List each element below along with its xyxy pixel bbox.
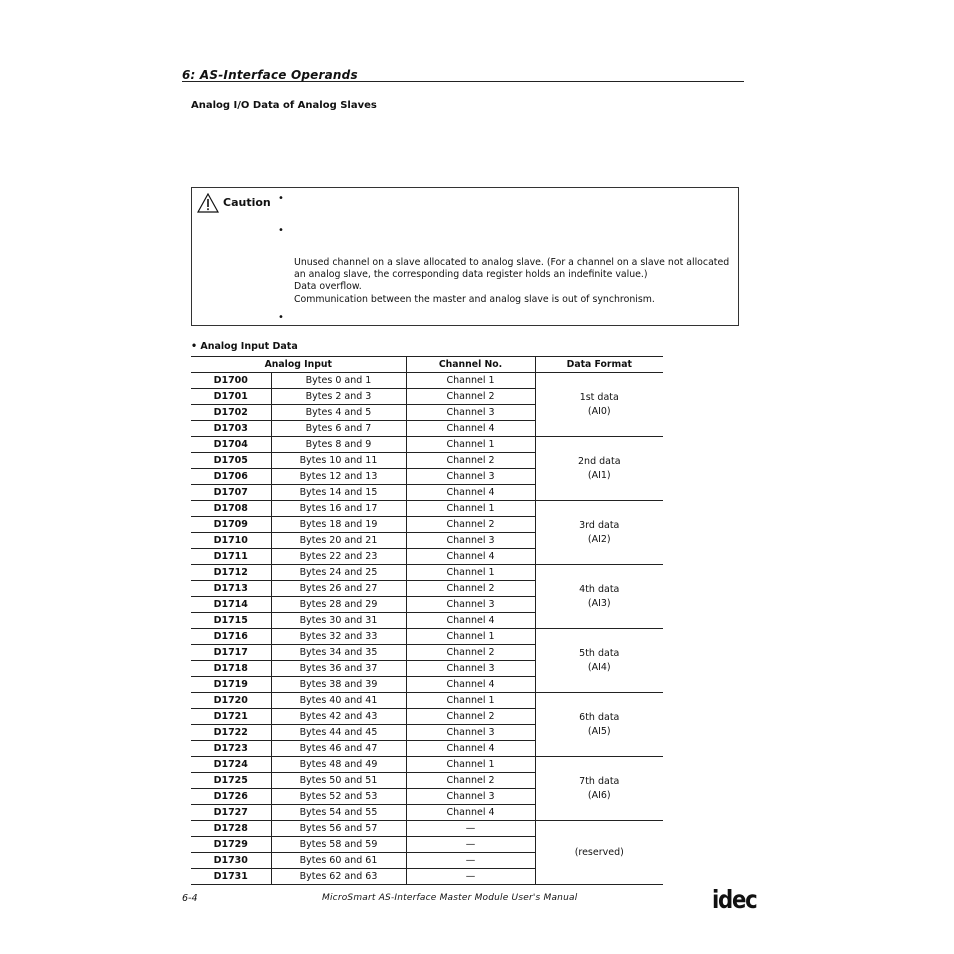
channel-cell: Channel 3 xyxy=(406,661,535,677)
table-row xyxy=(191,373,663,389)
register-cell: D1731 xyxy=(191,869,271,885)
page-number: 6-4 xyxy=(182,893,198,904)
bytes-cell: Bytes 20 and 21 xyxy=(271,533,406,549)
bytes-cell: Bytes 38 and 39 xyxy=(271,677,406,693)
register-cell: D1709 xyxy=(191,517,271,533)
data-format-cell xyxy=(535,693,663,757)
header-channel-no: Channel No. xyxy=(406,357,535,373)
data-format-label: (reserved) xyxy=(574,846,624,858)
register-cell: D1722 xyxy=(191,725,271,741)
register-cell: D1719 xyxy=(191,677,271,693)
bytes-cell: Bytes 46 and 47 xyxy=(271,741,406,757)
register-cell: D1716 xyxy=(191,629,271,645)
channel-cell: Channel 2 xyxy=(406,709,535,725)
register-cell: D1711 xyxy=(191,549,271,565)
data-format-cell xyxy=(535,821,663,885)
bytes-cell: Bytes 0 and 1 xyxy=(271,373,406,389)
register-cell: D1723 xyxy=(191,741,271,757)
register-cell: D1720 xyxy=(191,693,271,709)
data-format-cell xyxy=(535,373,663,437)
table-row xyxy=(191,565,663,581)
bytes-cell: Bytes 16 and 17 xyxy=(271,501,406,517)
data-format-code: (AI3) xyxy=(587,597,611,609)
register-cell: D1708 xyxy=(191,501,271,517)
bytes-cell: Bytes 50 and 51 xyxy=(271,773,406,789)
channel-cell: — xyxy=(406,837,535,853)
data-format-cell xyxy=(535,629,663,693)
register-cell: D1705 xyxy=(191,453,271,469)
warning-triangle-icon xyxy=(197,193,219,213)
channel-cell: Channel 3 xyxy=(406,469,535,485)
bytes-cell: Bytes 36 and 37 xyxy=(271,661,406,677)
register-cell: D1717 xyxy=(191,645,271,661)
bytes-cell: Bytes 2 and 3 xyxy=(271,389,406,405)
channel-cell: Channel 1 xyxy=(406,373,535,389)
data-format-label: 5th data xyxy=(579,647,620,659)
data-format-code: (AI4) xyxy=(587,661,611,673)
register-cell: D1700 xyxy=(191,373,271,389)
channel-cell: Channel 3 xyxy=(406,597,535,613)
data-format-code: (AI6) xyxy=(587,789,611,801)
register-cell: D1729 xyxy=(191,837,271,853)
register-cell: D1707 xyxy=(191,485,271,501)
channel-cell: Channel 2 xyxy=(406,517,535,533)
register-cell: D1718 xyxy=(191,661,271,677)
channel-cell: Channel 1 xyxy=(406,757,535,773)
table-row xyxy=(191,501,663,517)
channel-cell: Channel 4 xyxy=(406,421,535,437)
channel-cell: Channel 4 xyxy=(406,677,535,693)
register-cell: D1712 xyxy=(191,565,271,581)
caution-label: Caution xyxy=(223,196,271,209)
bytes-cell: Bytes 8 and 9 xyxy=(271,437,406,453)
caution-item: Unused channel on a slave allocated to analog slave. (For a channel on a slave not allocated an analog slave, the corresponding data register holds an indefinite value.) xyxy=(294,257,730,281)
register-cell: D1706 xyxy=(191,469,271,485)
bytes-cell: Bytes 14 and 15 xyxy=(271,485,406,501)
table-row xyxy=(191,437,663,453)
bytes-cell: Bytes 56 and 57 xyxy=(271,821,406,837)
section-title: Analog I/O Data of Analog Slaves xyxy=(191,100,377,111)
table-body xyxy=(191,373,663,885)
channel-cell: Channel 3 xyxy=(406,725,535,741)
data-format-label: 4th data xyxy=(579,583,620,595)
bytes-cell: Bytes 42 and 43 xyxy=(271,709,406,725)
caution-list xyxy=(294,257,734,306)
bytes-cell: Bytes 40 and 41 xyxy=(271,693,406,709)
data-format-cell xyxy=(535,437,663,501)
table-row xyxy=(191,693,663,709)
bytes-cell: Bytes 24 and 25 xyxy=(271,565,406,581)
bytes-cell: Bytes 44 and 45 xyxy=(271,725,406,741)
data-format-label: 3rd data xyxy=(579,519,620,531)
channel-cell: Channel 3 xyxy=(406,789,535,805)
register-cell: D1703 xyxy=(191,421,271,437)
bytes-cell: Bytes 26 and 27 xyxy=(271,581,406,597)
channel-cell: Channel 4 xyxy=(406,613,535,629)
bytes-cell: Bytes 32 and 33 xyxy=(271,629,406,645)
data-format-code: (AI5) xyxy=(587,725,611,737)
bytes-cell: Bytes 30 and 31 xyxy=(271,613,406,629)
channel-cell: Channel 2 xyxy=(406,645,535,661)
register-cell: D1715 xyxy=(191,613,271,629)
bytes-cell: Bytes 12 and 13 xyxy=(271,469,406,485)
bytes-cell: Bytes 48 and 49 xyxy=(271,757,406,773)
caution-bullet: • xyxy=(278,312,284,323)
channel-cell: Channel 3 xyxy=(406,405,535,421)
register-cell: D1721 xyxy=(191,709,271,725)
data-format-label: 1st data xyxy=(579,391,619,403)
bytes-cell: Bytes 18 and 19 xyxy=(271,517,406,533)
channel-cell: Channel 4 xyxy=(406,805,535,821)
channel-cell: Channel 2 xyxy=(406,453,535,469)
register-cell: D1704 xyxy=(191,437,271,453)
header-title: 6: AS-Interface Operands xyxy=(182,68,358,82)
register-cell: D1710 xyxy=(191,533,271,549)
caution-bullet: • xyxy=(278,225,284,236)
register-cell: D1724 xyxy=(191,757,271,773)
idec-logo: idec xyxy=(712,885,757,914)
caution-box xyxy=(191,187,739,326)
register-cell: D1730 xyxy=(191,853,271,869)
data-format-label: 2nd data xyxy=(578,455,621,467)
bytes-cell: Bytes 52 and 53 xyxy=(271,789,406,805)
bytes-cell: Bytes 22 and 23 xyxy=(271,549,406,565)
channel-cell: — xyxy=(406,821,535,837)
data-format-code: (AI2) xyxy=(587,533,611,545)
channel-cell: Channel 4 xyxy=(406,549,535,565)
channel-cell: Channel 2 xyxy=(406,389,535,405)
bytes-cell: Bytes 34 and 35 xyxy=(271,645,406,661)
channel-cell: Channel 3 xyxy=(406,533,535,549)
channel-cell: Channel 1 xyxy=(406,693,535,709)
header-analog-input: Analog Input xyxy=(191,357,406,373)
channel-cell: Channel 1 xyxy=(406,437,535,453)
data-format-cell xyxy=(535,565,663,629)
bytes-cell: Bytes 60 and 61 xyxy=(271,853,406,869)
register-cell: D1725 xyxy=(191,773,271,789)
channel-cell: Channel 1 xyxy=(406,501,535,517)
analog-input-subtitle: • Analog Input Data xyxy=(191,341,298,352)
data-format-code: (AI0) xyxy=(587,405,611,417)
bytes-cell: Bytes 28 and 29 xyxy=(271,597,406,613)
bytes-cell: Bytes 62 and 63 xyxy=(271,869,406,885)
caution-bullet: • xyxy=(278,193,284,204)
table-row xyxy=(191,757,663,773)
table-header-row xyxy=(191,357,663,373)
bytes-cell: Bytes 6 and 7 xyxy=(271,421,406,437)
data-format-cell xyxy=(535,501,663,565)
channel-cell: Channel 1 xyxy=(406,629,535,645)
channel-cell: — xyxy=(406,853,535,869)
register-cell: D1701 xyxy=(191,389,271,405)
channel-cell: — xyxy=(406,869,535,885)
bytes-cell: Bytes 4 and 5 xyxy=(271,405,406,421)
channel-cell: Channel 4 xyxy=(406,485,535,501)
channel-cell: Channel 2 xyxy=(406,773,535,789)
bytes-cell: Bytes 54 and 55 xyxy=(271,805,406,821)
analog-input-table xyxy=(191,356,663,885)
bytes-cell: Bytes 58 and 59 xyxy=(271,837,406,853)
data-format-label: 6th data xyxy=(579,711,620,723)
data-format-code: (AI1) xyxy=(587,469,611,481)
register-cell: D1714 xyxy=(191,597,271,613)
bytes-cell: Bytes 10 and 11 xyxy=(271,453,406,469)
register-cell: D1727 xyxy=(191,805,271,821)
page-header xyxy=(182,64,744,82)
table-row xyxy=(191,629,663,645)
channel-cell: Channel 1 xyxy=(406,565,535,581)
register-cell: D1728 xyxy=(191,821,271,837)
register-cell: D1726 xyxy=(191,789,271,805)
manual-title: MicroSmart AS-Interface Master Module User's Manual xyxy=(322,893,578,903)
caution-item: Communication between the master and analog slave is out of synchronism. xyxy=(294,293,655,305)
table-row xyxy=(191,821,663,837)
header-data-format: Data Format xyxy=(535,357,663,373)
data-format-label: 7th data xyxy=(579,775,620,787)
register-cell: D1713 xyxy=(191,581,271,597)
channel-cell: Channel 4 xyxy=(406,741,535,757)
register-cell: D1702 xyxy=(191,405,271,421)
data-format-cell xyxy=(535,757,663,821)
channel-cell: Channel 2 xyxy=(406,581,535,597)
caution-item: Data overflow. xyxy=(294,281,362,293)
